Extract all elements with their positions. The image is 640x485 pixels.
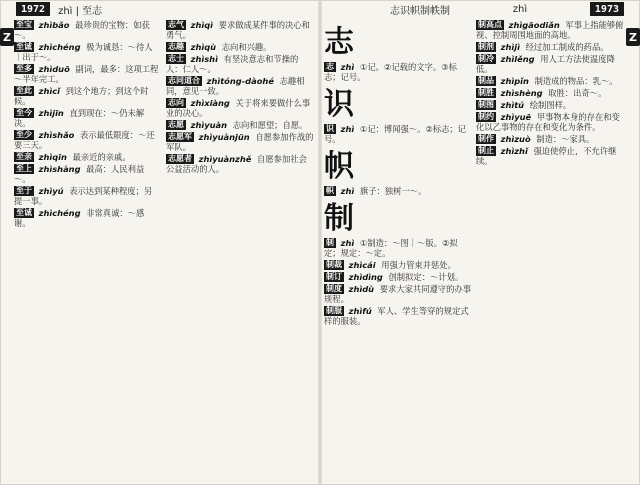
entry-text: 旗子：独树一～。 <box>359 186 427 196</box>
entry-pinyin: zhìpǐn <box>500 76 529 86</box>
headword-character: 志 <box>324 25 354 60</box>
entry-text: 绘制图样。 <box>529 100 572 110</box>
dictionary-entry <box>324 306 472 326</box>
entry-text: 非常真诚：～感谢。 <box>14 208 145 228</box>
entry-label: 至少 <box>16 130 32 139</box>
dictionary-entry <box>14 186 159 206</box>
left-column-1 <box>14 20 159 475</box>
entry-label: 制剂 <box>478 42 494 51</box>
entry-pinyin: zhìzuò <box>500 134 531 144</box>
entry-text: 用人工方法使温度降低。 <box>476 54 615 74</box>
headword-character: 识 <box>324 87 354 122</box>
entry-text: 军事上指能够俯视、控制周围地面的高地。 <box>476 20 624 40</box>
entry-text: 取胜：出奇～。 <box>548 88 607 98</box>
dictionary-entry <box>476 146 624 166</box>
dictionary-entry <box>14 108 159 128</box>
entry-pinyin: zhìgāodiǎn <box>508 20 560 30</box>
entry-text: 关于将来要做什么事业的决心。 <box>166 98 311 118</box>
entry-text: ①制造：～图｜～版。②拟定；规定：～定。 <box>324 238 458 258</box>
entry-text: 自愿参加社会公益活动的人。 <box>166 154 307 174</box>
entry-text: 表示达到某种程度；另提一事。 <box>14 186 153 206</box>
entry-text: 最高：人民利益～。 <box>14 164 145 184</box>
left-side-tab: Z <box>0 28 14 46</box>
entry-text: 创制拟定：～计划。 <box>388 272 464 282</box>
headword-block <box>324 149 472 184</box>
dictionary-entry <box>324 272 472 282</box>
entry-label: 制订 <box>326 272 342 281</box>
entry-text: 到这个地方；到这个时候。 <box>14 86 149 106</box>
dictionary-entry <box>14 208 159 228</box>
entry-pinyin: zhìqīn <box>38 152 67 162</box>
entry-text: 志趣相同，意见一致。 <box>166 76 305 96</box>
dictionary-entry <box>166 132 314 152</box>
entry-label: 志愿 <box>168 120 184 129</box>
left-page-header <box>16 0 308 18</box>
dictionary-entry <box>476 54 624 74</box>
entry-label: 志向 <box>168 98 184 107</box>
entry-label: 志士 <box>168 54 184 63</box>
left-page-heading: zhì | 至志 <box>58 5 103 17</box>
dictionary-entry <box>324 62 472 82</box>
dictionary-entry <box>14 42 159 62</box>
entry-text: 自愿参加作战的军队。 <box>166 132 314 152</box>
entry-text: 直到现在：～仍未解决。 <box>14 108 145 128</box>
entry-pinyin: zhìxiàng <box>190 98 230 108</box>
entry-pinyin: zhìdìng <box>348 272 383 282</box>
entry-label: 制冷 <box>478 54 494 63</box>
entry-label: 制裁 <box>326 260 342 269</box>
dictionary-entry <box>166 42 314 52</box>
entry-text: 最珍贵的宝物：如获～。 <box>14 20 150 40</box>
entry-pinyin: zhìyuànzhě <box>198 154 252 164</box>
dictionary-entry <box>324 186 472 196</box>
entry-text: 最亲近的亲戚。 <box>72 152 131 162</box>
entry-label: 志愿军 <box>168 132 192 141</box>
entry-pinyin: zhìshǎo <box>38 130 75 140</box>
entry-text: 极为诚恳：～待人｜出于～。 <box>14 42 153 62</box>
entry-label: 制度 <box>326 284 342 293</box>
entry-pinyin: zhìzhǐ <box>500 146 528 156</box>
entry-pinyin: zhìshàng <box>38 164 81 174</box>
entry-text: 用强力管束并惩处。 <box>381 260 456 270</box>
entry-label: 志趣 <box>168 42 184 51</box>
entry-pinyin: zhì <box>340 186 355 196</box>
headword-character: 制 <box>324 201 354 236</box>
entry-pinyin: zhìqù <box>190 42 217 52</box>
entry-label: 制 <box>326 238 334 247</box>
entry-pinyin: zhì <box>340 62 355 72</box>
dictionary-entry <box>166 154 314 174</box>
dictionary-entry <box>14 20 159 40</box>
entry-pinyin: zhìtú <box>500 100 525 110</box>
dictionary-entry <box>166 54 314 74</box>
entry-pinyin: zhìfú <box>348 306 372 316</box>
entry-text: 军人、学生等穿的规定式样的服装。 <box>324 306 469 326</box>
entry-label: 制胜 <box>478 88 494 97</box>
entry-label: 至诚 <box>16 42 32 51</box>
right-column <box>476 20 624 475</box>
entry-label: 至于 <box>16 186 32 195</box>
dictionary-entry <box>324 260 472 270</box>
entry-text: 制造成的物品：乳～。 <box>534 76 618 86</box>
entry-label: 制高点 <box>478 20 502 29</box>
entry-label: 至宝 <box>16 20 32 29</box>
entry-text: ①记：博闻强～。②标志；记号。 <box>324 124 467 144</box>
entry-label: 至诚 <box>16 208 32 217</box>
entry-text: 经过加工制成的药品。 <box>525 42 609 52</box>
entry-text: 表示最低限度：～还要三天。 <box>14 130 155 150</box>
right-page-heading: 志识帜制帙制 <box>390 5 450 17</box>
entry-pinyin: zhìduō <box>38 64 70 74</box>
entry-pinyin: zhìbǎo <box>38 20 70 30</box>
dictionary-entry <box>324 238 472 258</box>
headword-block <box>324 201 472 236</box>
dictionary-entry <box>476 88 624 98</box>
entry-text: 制造：～家具。 <box>536 134 595 144</box>
entry-pinyin: zhìyuànjūn <box>198 132 250 142</box>
entry-text: 甲事物本身的存在和变化以乙事物的存在和变化为条件。 <box>476 112 620 132</box>
entry-pinyin: zhìyú <box>38 186 64 196</box>
entry-label: 至此 <box>16 86 32 95</box>
dictionary-entry <box>476 76 624 86</box>
entry-pinyin: zhìtóng-dàohé <box>206 76 274 86</box>
entry-pinyin: zhìlěng <box>500 54 535 64</box>
entry-label: 至上 <box>16 164 32 173</box>
entry-pinyin: zhì <box>340 124 355 134</box>
entry-label: 制品 <box>478 76 494 85</box>
entry-pinyin: zhìyuē <box>500 112 532 122</box>
entry-label: 志 <box>326 62 334 71</box>
left-column-2 <box>166 20 314 475</box>
dictionary-entry <box>476 42 624 52</box>
entry-text: 志向和兴趣。 <box>221 42 272 52</box>
entry-label: 制服 <box>326 306 342 315</box>
right-side-tab: Z <box>626 28 640 46</box>
entry-pinyin: zhìqì <box>190 20 214 30</box>
entry-text: 要求做成某件事的决心和勇气。 <box>166 20 310 40</box>
entry-pinyin: zhìjīn <box>38 108 64 118</box>
entry-text: 强迫使停止，不允许继续。 <box>476 146 617 166</box>
headword-block <box>324 87 472 122</box>
dictionary-entry <box>14 164 159 184</box>
right-page-pinyin: zhì <box>512 3 528 15</box>
entry-label: 志气 <box>168 20 184 29</box>
dictionary-entry <box>166 98 314 118</box>
dictionary-entry <box>14 152 159 162</box>
headword-character: 帜 <box>324 149 354 184</box>
entry-pinyin: zhìdù <box>348 284 375 294</box>
entry-text: 有坚决意志和节操的人：仁人～。 <box>166 54 299 74</box>
entry-text: ①记。②记载的文字。③标志；记号。 <box>324 62 457 82</box>
book-spine <box>318 0 322 485</box>
entry-pinyin: zhìcǐ <box>38 86 60 96</box>
dictionary-entry <box>166 76 314 96</box>
entry-text: 志向和愿望；自愿。 <box>232 120 308 130</box>
dictionary-entry <box>476 112 624 132</box>
entry-pinyin: zhìchéng <box>38 208 81 218</box>
right-page-number: 1973 <box>590 2 624 16</box>
entry-label: 制约 <box>478 112 494 121</box>
right-page-header <box>390 0 624 18</box>
dictionary-entry <box>476 100 624 110</box>
entry-label: 制图 <box>478 100 494 109</box>
entry-label: 至今 <box>16 108 32 117</box>
entry-label: 制止 <box>478 146 494 155</box>
entry-pinyin: zhìyuàn <box>190 120 228 130</box>
entry-label: 至多 <box>16 64 32 73</box>
entry-pinyin: zhìchéng <box>38 42 81 52</box>
entry-label: 帜 <box>326 186 334 195</box>
left-page-number: 1972 <box>16 2 50 16</box>
entry-pinyin: zhìcái <box>348 260 376 270</box>
dictionary-entry <box>14 64 159 84</box>
entry-label: 志愿者 <box>168 154 192 163</box>
entry-label: 志同道合 <box>168 76 200 85</box>
entry-label: 至亲 <box>16 152 32 161</box>
dictionary-entry <box>14 130 159 150</box>
entry-pinyin: zhìjì <box>500 42 520 52</box>
dictionary-entry <box>14 86 159 106</box>
entry-label: 制作 <box>478 134 494 143</box>
dictionary-entry <box>476 134 624 144</box>
headword-block <box>324 25 472 60</box>
dictionary-entry <box>166 120 314 130</box>
dictionary-entry <box>324 124 472 144</box>
middle-column <box>324 20 472 475</box>
entry-pinyin: zhìshì <box>190 54 218 64</box>
entry-text: 副词，最多：这项工程～半年完工。 <box>14 64 159 84</box>
entry-pinyin: zhìshèng <box>500 88 543 98</box>
dictionary-entry <box>166 20 314 40</box>
entry-label: 识 <box>326 124 334 133</box>
entry-pinyin: zhì <box>340 238 355 248</box>
dictionary-entry <box>476 20 624 40</box>
entry-text: 要求大家共同遵守的办事规程。 <box>324 284 471 304</box>
dictionary-entry <box>324 284 472 304</box>
